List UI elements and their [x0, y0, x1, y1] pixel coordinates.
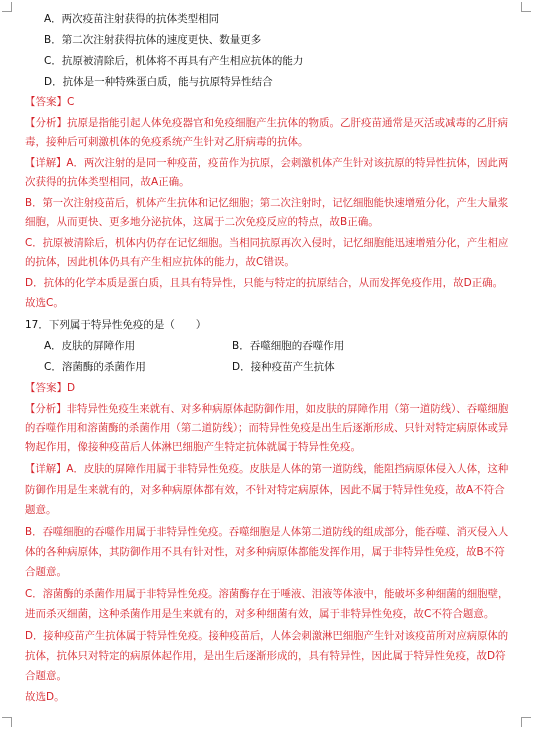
q17-detail-line: 合题意。 — [25, 670, 67, 682]
q17-detail-line: 防御作用是生来就有的，对多种病原体都有效，不针对特定病原体，因此不属于特异性免疫，故A不符合 — [25, 484, 505, 496]
q16-detail-line: 细胞，从而更快、更多地分泌抗体，这属于二次免疫反应的特点，故B正确。 — [25, 216, 379, 228]
q16-detail-line: 故选C。 — [25, 297, 64, 309]
q17-option-a: A．皮肤的屏障作用 — [44, 340, 136, 352]
q17-analysis-line: 物起作用，像接种疫苗后人体淋巴细胞产生特定抗体就属于特异性免疫。 — [25, 441, 361, 453]
q17-detail-line: D．接种疫苗产生抗体属于特异性免疫。接种疫苗后，人体会刺激淋巴细胞产生针对该疫苗所对应病原体的 — [25, 630, 509, 642]
q17-answer: 【答案】D — [25, 382, 76, 394]
q17-detail-line: 抗体，抗体只对特定的病原体起作用，是出生后逐渐形成的，具有特异性，因此属于特异性免疫，故D符 — [25, 650, 506, 662]
q17-detail-line: 合题意。 — [25, 566, 67, 578]
q16-detail-line: 次获得的抗体类型相同，故A正确。 — [25, 176, 190, 188]
q17-analysis-line: 【分析】非特异性免疫生来就有、对多种病原体起防御作用，如皮肤的屏障作用（第一道防线）、吞噬细胞 — [25, 403, 509, 415]
q16-detail-line: D．抗体的化学本质是蛋白质，且具有特异性，只能与特定的抗原结合，从而发挥免疫作用，故D正确。 — [25, 277, 504, 289]
page-corner-mark — [521, 717, 531, 727]
q16-analysis-line: 毒，接种后可刺激机体的免疫系统产生针对乙肝病毒的抗体。 — [25, 136, 309, 148]
q17-option-c: C．溶菌酶的杀菌作用 — [44, 361, 146, 373]
q16-option-d: D．抗体是一种特殊蛋白质，能与抗原特异性结合 — [44, 76, 273, 88]
q16-detail-line: B．第一次注射疫苗后，机体产生抗体和记忆细胞；第二次注射时，记忆细胞能快速增殖分化，产生大量浆 — [25, 197, 509, 209]
q16-answer: 【答案】C — [25, 96, 75, 108]
q17-detail-line: 题意。 — [25, 504, 57, 516]
q16-option-b: B．第二次注射获得抗体的速度更快、数量更多 — [44, 34, 262, 46]
q16-detail-line: 【详解】A．两次注射的是同一种疫苗，疫苗作为抗原，会刺激机体产生针对该抗原的特异性抗体，因此两 — [25, 157, 509, 169]
q16-option-c: C．抗原被清除后，机体将不再具有产生相应抗体的能力 — [44, 55, 304, 67]
page-corner-mark — [2, 2, 12, 12]
q16-detail-line: C．抗原被清除后，机体内仍存在记忆细胞。当相同抗原再次入侵时，记忆细胞能迅速增殖分化，产生相应 — [25, 237, 509, 249]
page-corner-mark — [521, 2, 531, 12]
q17-detail-line: 进而杀灭细菌，这种杀菌作用是生来就有的，对多种细菌有效，属于非特异性免疫，故C不符合题意。 — [25, 608, 495, 620]
q17-detail-line: 故选D。 — [25, 691, 65, 703]
q17-stem: 17．下列属于特异性免疫的是（ ） — [25, 319, 207, 331]
q16-analysis-line: 【分析】抗原是指能引起人体免疫器官和免疫细胞产生抗体的物质。乙肝疫苗通常是灭活或减毒的乙肝病 — [25, 117, 508, 129]
q16-detail-line: 的抗体，因此机体仍具有产生相应抗体的能力，故C错误。 — [25, 256, 295, 268]
q17-option-d: D．接种疫苗产生抗体 — [232, 361, 335, 373]
q17-analysis-line: 的吞噬作用和溶菌酶的杀菌作用（第二道防线）；而特异性免疫是出生后逐渐形成、只针对特定病原体或异 — [25, 422, 509, 434]
page-corner-mark — [2, 717, 12, 727]
q17-option-b: B．吞噬细胞的吞噬作用 — [232, 340, 345, 352]
q17-detail-line: B．吞噬细胞的吞噬作用属于非特异性免疫。吞噬细胞是人体第二道防线的组成部分，能吞噬、消灭侵入人 — [25, 526, 509, 538]
q16-option-a: A．两次疫苗注射获得的抗体类型相同 — [44, 13, 220, 25]
q17-detail-line: 【详解】A．皮肤的屏障作用属于非特异性免疫。皮肤是人体的第一道防线，能阻挡病原体侵入人体，这种 — [25, 463, 509, 475]
q17-detail-line: 体的各种病原体，其防御作用不具有针对性，对多种病原体都能发挥作用，属于非特异性免疫，故B不符 — [25, 546, 505, 558]
q17-detail-line: C．溶菌酶的杀菌作用属于非特异性免疫。溶菌酶存在于唾液、泪液等体液中，能破坏多种细菌的细胞壁， — [25, 588, 509, 600]
